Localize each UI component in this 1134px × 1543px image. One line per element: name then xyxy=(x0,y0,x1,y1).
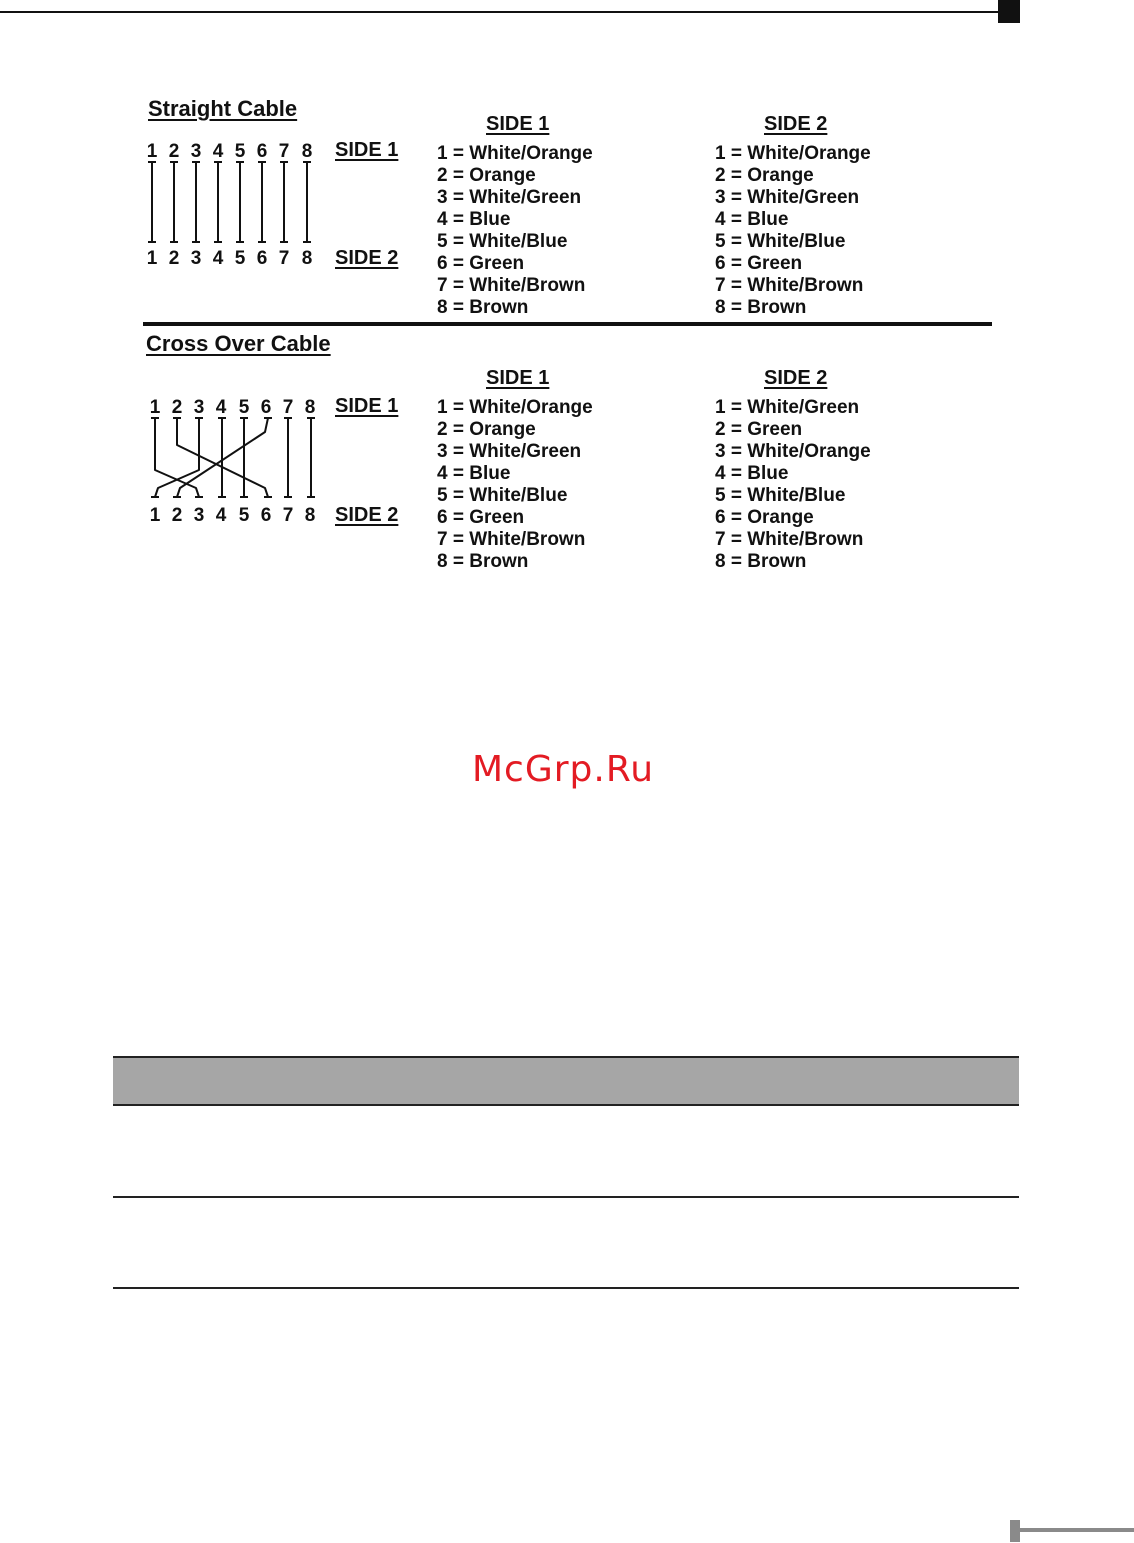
straight-cable-title: Straight Cable xyxy=(148,96,298,121)
list-item: 8 = Brown xyxy=(437,297,529,318)
cross-over-cable-title: Cross Over Cable xyxy=(146,331,331,356)
pin-number: 6 xyxy=(260,397,272,418)
straight-side2-list xyxy=(715,143,871,319)
pin-number: 1 xyxy=(146,141,158,162)
list-item: 7 = White/Brown xyxy=(437,275,586,296)
list-item: 5 = White/Blue xyxy=(437,485,568,506)
pin-number: 1 xyxy=(146,248,158,269)
pin-number: 3 xyxy=(190,141,202,162)
pin-number: 4 xyxy=(212,141,224,162)
pin-number: 2 xyxy=(168,248,180,269)
pin-number: 2 xyxy=(168,141,180,162)
cross-side2-label: SIDE 2 xyxy=(335,504,399,526)
straight-side1-label: SIDE 1 xyxy=(335,139,399,161)
pin-number: 2 xyxy=(171,505,183,526)
list-item: 3 = White/Orange xyxy=(715,441,871,462)
list-item: 6 = Green xyxy=(715,253,803,274)
list-item: 3 = White/Green xyxy=(715,187,860,208)
straight-col-side1-head: SIDE 1 xyxy=(486,113,550,135)
list-item: 5 = White/Blue xyxy=(715,231,846,252)
pin-number: 5 xyxy=(238,397,250,418)
list-item: 1 = White/Orange xyxy=(437,143,593,164)
cross-side1-label: SIDE 1 xyxy=(335,395,399,417)
list-item: 4 = Blue xyxy=(437,209,511,230)
straight-side2-label: SIDE 2 xyxy=(335,247,399,269)
pin-number: 5 xyxy=(238,505,250,526)
pin-number: 1 xyxy=(149,505,161,526)
pin-number: 7 xyxy=(278,248,290,269)
list-item: 4 = Blue xyxy=(715,463,789,484)
cross-col-side1-head: SIDE 1 xyxy=(486,367,550,389)
list-item: 6 = Green xyxy=(437,253,525,274)
list-item: 5 = White/Blue xyxy=(715,485,846,506)
section-divider xyxy=(143,322,992,326)
pin-number: 2 xyxy=(171,397,183,418)
table-row-divider xyxy=(113,1196,1019,1198)
top-rule xyxy=(0,11,1000,13)
list-item: 5 = White/Blue xyxy=(437,231,568,252)
watermark: McGrp.Ru xyxy=(472,749,655,790)
pin-number: 5 xyxy=(234,141,246,162)
list-item: 1 = White/Green xyxy=(715,397,860,418)
pin-number: 4 xyxy=(215,397,227,418)
cross-col-side2-head: SIDE 2 xyxy=(764,367,828,389)
table-row-divider xyxy=(113,1287,1019,1289)
list-item: 3 = White/Green xyxy=(437,441,582,462)
pin-number: 4 xyxy=(212,248,224,269)
list-item: 7 = White/Brown xyxy=(437,529,586,550)
straight-wiring-diagram xyxy=(140,160,325,250)
list-item: 6 = Green xyxy=(437,507,525,528)
list-item: 4 = Blue xyxy=(437,463,511,484)
page-corner-marker xyxy=(998,0,1020,23)
pin-number: 8 xyxy=(301,248,313,269)
list-item: 2 = Orange xyxy=(715,165,814,186)
footer-rule xyxy=(1020,1528,1134,1532)
pin-number: 3 xyxy=(190,248,202,269)
list-item: 7 = White/Brown xyxy=(715,529,864,550)
pin-number: 6 xyxy=(256,141,268,162)
pin-number: 3 xyxy=(193,397,205,418)
pin-number: 7 xyxy=(282,397,294,418)
empty-table xyxy=(113,1056,1019,1290)
pin-number: 1 xyxy=(149,397,161,418)
pin-number: 6 xyxy=(256,248,268,269)
cross-side1-list xyxy=(437,397,593,573)
pin-number: 8 xyxy=(304,397,316,418)
list-item: 3 = White/Green xyxy=(437,187,582,208)
pin-number: 8 xyxy=(304,505,316,526)
straight-col-side2-head: SIDE 2 xyxy=(764,113,828,135)
list-item: 2 = Green xyxy=(715,419,803,440)
list-item: 2 = Orange xyxy=(437,165,536,186)
cross-side2-list xyxy=(715,397,871,573)
table-header-row xyxy=(113,1056,1019,1106)
list-item: 6 = Orange xyxy=(715,507,814,528)
list-item: 1 = White/Orange xyxy=(437,397,593,418)
list-item: 4 = Blue xyxy=(715,209,789,230)
list-item: 8 = Brown xyxy=(437,551,529,572)
pin-number: 7 xyxy=(282,505,294,526)
list-item: 8 = Brown xyxy=(715,551,807,572)
footer-page-tab xyxy=(1010,1520,1020,1542)
list-item: 1 = White/Orange xyxy=(715,143,871,164)
pin-number: 8 xyxy=(301,141,313,162)
list-item: 7 = White/Brown xyxy=(715,275,864,296)
pin-number: 4 xyxy=(215,505,227,526)
list-item: 8 = Brown xyxy=(715,297,807,318)
pin-number: 5 xyxy=(234,248,246,269)
straight-side1-list xyxy=(437,143,593,319)
cross-wiring-diagram xyxy=(140,415,325,505)
list-item: 2 = Orange xyxy=(437,419,536,440)
pin-number: 7 xyxy=(278,141,290,162)
pin-number: 3 xyxy=(193,505,205,526)
pin-number: 6 xyxy=(260,505,272,526)
